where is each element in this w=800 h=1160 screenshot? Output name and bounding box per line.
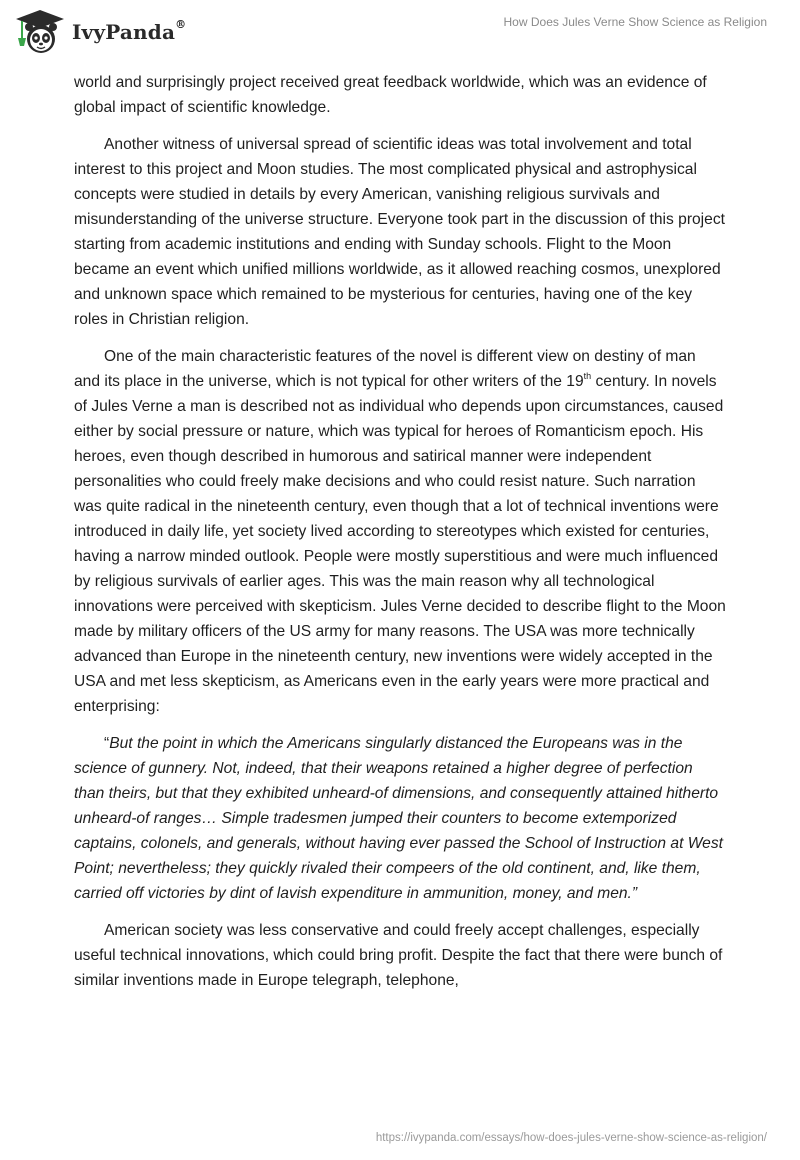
- source-url[interactable]: https://ivypanda.com/essays/how-does-jules-verne-show-science-as-religion/: [375, 1132, 767, 1144]
- paragraph-4: American society was less conservative and could freely accept challenges, especially useful technical innovations, which could bring profit. Despite the fact that there were bunch of similar inventions made in Europe telegraph, telephone,: [74, 922, 723, 989]
- paragraph-3: One of the main characteristic features of the novel is different view on destiny of man and its place in the universe, which is not typical for other writers of the 19th century. In novels of Jules Verne a man is described not as individual who depends upon circumstances, caused either by social pressure or nature, which was typical for heroes of Romanticism epoch. His heroes, even though described in humorous and satirical manner were independent personalities who could freely make decisions and who could resist nature. Such narration was quite radical in the nineteenth century, even though that a lot of technical inventions were introduced in daily life, yet society lived according to stereotypes which existed for centuries, having a narrow minded outlook. People were mostly superstitious and were much influenced by religious survivals of earlier ages. This was the main reason why all technological innovations were perceived with skepticism. Jules Verne decided to describe flight to the Moon made by military officers of the US army for many reasons. The USA was more technically advanced than Europe in the nineteenth century, new inventions were widely accepted in the USA and met less skepticism, as Americans even in the early years were more practical and enterprising:: [74, 348, 726, 715]
- brand-name: IvyPanda®: [72, 18, 187, 44]
- brand-logo[interactable]: [14, 8, 186, 56]
- paragraph-2: Another witness of universal spread of scientific ideas was total involvement and total interest to this project and Moon studies. The most complicated physical and astrophysical concepts were studied in details by every American, vanishing religious survivals and misunderstanding of the universe structure. Everyone took part in the discussion of this project starting from academic institutions and ending with Sunday schools. Flight to the Moon became an event which unified millions worldwide, as it allowed reaching cosmos, unexplored and unknown space which remained to be mysterious for centuries, having one of the key roles in Christian religion.: [74, 136, 725, 328]
- page-header: [0, 0, 800, 70]
- panda-graduate-icon: [14, 8, 66, 56]
- essay-body: [74, 70, 726, 1005]
- superscript-th: th: [583, 370, 592, 381]
- essay-title-header: How Does Jules Verne Show Science as Religion: [503, 15, 767, 29]
- block-quote: “But the point in which the Americans singularly distanced the Europeans was in the science of gunnery. Not, indeed, that their weapons retained a higher degree of perfection than theirs, but that they exhibited unheard-of dimensions, and consequently attained hitherto unheard-of ranges… Simple tradesmen jumped their counters to become extemporized captains, colonels, and generals, without having ever passed the School of Instruction at West Point; nevertheless; they quickly rivaled their compeers of the old continent, and, like them, carried off victories by dint of lavish expenditure in ammunition, money, and men.”: [74, 735, 723, 902]
- paragraph-1: world and surprisingly project received great feedback worldwide, which was an evidence of global impact of scientific knowledge.: [74, 74, 707, 116]
